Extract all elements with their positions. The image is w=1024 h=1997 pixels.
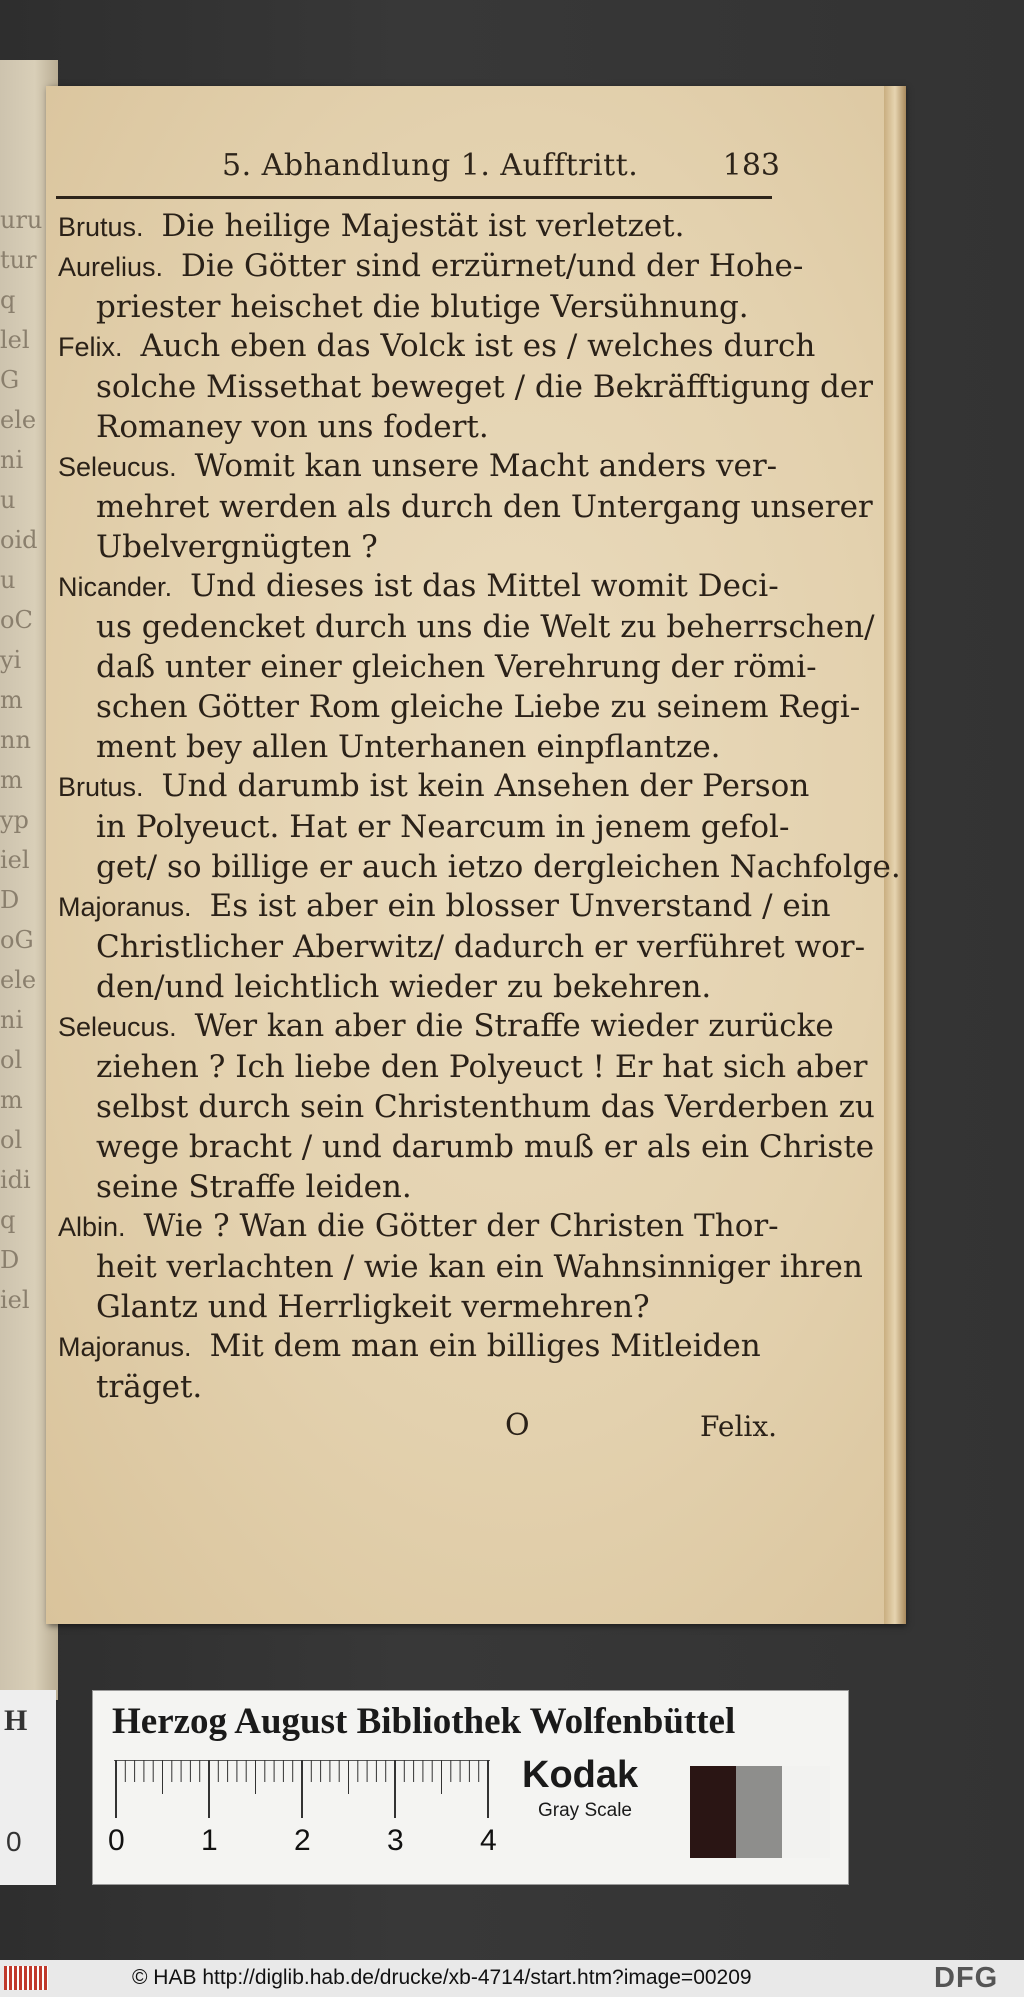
speaker-name: Majoranus.: [58, 1332, 192, 1362]
page-header: [170, 148, 780, 188]
text-line: [58, 326, 816, 367]
text-line: [58, 1006, 834, 1047]
swatch-dark: [690, 1766, 736, 1858]
fragment-text: iel: [0, 846, 30, 874]
speech-block: [58, 886, 866, 1007]
ruler-digit: 1: [201, 1824, 218, 1857]
text-line: [58, 206, 798, 247]
fragment-text: ni: [0, 446, 24, 474]
text-line: [58, 687, 861, 727]
line-text: get/ so billige er auch ietzo dergleichen Nachfolge.: [96, 849, 901, 885]
line-text: Es ist aber ein blosser Unverstand / ein: [209, 888, 831, 924]
fragment-text: uru: [0, 206, 43, 234]
source-link[interactable]: © HAB http://diglib.hab.de/drucke/xb-4714/start.htm?image=00209: [132, 1966, 752, 1989]
speech-block: [58, 246, 804, 327]
text-line: [58, 527, 798, 567]
line-text: Womit kan unsere Macht anders ver-: [194, 448, 778, 484]
ruler-digit: 3: [387, 1824, 404, 1857]
text-line: [58, 886, 831, 927]
running-title: 5. Abhandlung 1. Aufftritt.: [222, 148, 639, 183]
line-text: schen Götter Rom gleiche Liebe zu seinem Regi-: [96, 689, 861, 725]
line-text: priester heischet die blutige Versühnung.: [96, 289, 749, 325]
fragment-text: oG: [0, 926, 34, 954]
text-line: [58, 566, 798, 607]
ruler-digit: 4: [480, 1824, 497, 1857]
kodak-logo: Kodak: [522, 1754, 639, 1796]
line-text: träget.: [96, 1369, 203, 1405]
header-rule: [56, 196, 772, 199]
speaker-name: Felix.: [58, 332, 123, 362]
line-text: heit verlachten / wie kan ein Wahnsinniger ihren: [96, 1249, 863, 1285]
speaker-name: Aurelius.: [58, 252, 164, 282]
line-text: Ubelvergnügten ?: [96, 529, 378, 565]
text-line: [58, 1326, 798, 1367]
neighbor-card-letter: H: [4, 1704, 28, 1737]
speech-block: [58, 566, 875, 767]
line-text: wege bracht / und darumb muß er als ein Christe: [96, 1129, 875, 1165]
speech-block: [58, 1326, 798, 1407]
text-line: [58, 407, 798, 447]
line-text: ment bey allen Unterhanen einpflantze.: [96, 729, 721, 765]
text-line: [58, 1367, 798, 1407]
swatch-mid: [736, 1766, 782, 1858]
page-number: 183: [722, 148, 780, 183]
speech-block: [58, 1206, 863, 1327]
fragment-text: q: [0, 286, 16, 314]
speaker-name: Seleucus.: [58, 452, 177, 482]
speech-block: [58, 766, 901, 887]
fragment-text: u: [0, 486, 16, 514]
line-text: solche Missethat beweget / die Bekräfftigung der: [96, 369, 873, 405]
text-line: [58, 647, 817, 687]
neighbor-card-digit: 0: [6, 1826, 22, 1857]
fragment-text: q: [0, 1206, 16, 1234]
hab-logo-icon: [4, 1966, 48, 1990]
speech-block: [58, 446, 873, 567]
line-text: Wie ? Wan die Götter der Christen Thor-: [143, 1208, 779, 1244]
fragment-text: ni: [0, 1006, 24, 1034]
line-text: us gedencket durch uns die Welt zu beherrschen/: [96, 609, 875, 645]
line-text: Glantz und Herrligkeit vermehren?: [96, 1289, 650, 1325]
text-line: [58, 1127, 875, 1167]
fragment-text: ele: [0, 966, 37, 994]
line-text: Die heilige Majestät ist verletzet.: [161, 208, 685, 244]
line-text: in Polyeuct. Hat er Nearcum in jenem gefol-: [96, 809, 790, 845]
text-line: [58, 1287, 798, 1327]
line-text: Mit dem man ein billiges Mitleiden: [209, 1328, 761, 1364]
text-line: [58, 367, 873, 407]
fragment-text: ol: [0, 1046, 23, 1074]
fragment-text: idi: [0, 1166, 31, 1194]
line-text: den/und leichtlich wieder zu bekehren.: [96, 969, 712, 1005]
speaker-name: Brutus.: [58, 212, 144, 242]
text-line: [58, 446, 798, 487]
text-line: [58, 1247, 863, 1287]
fragment-text: oid: [0, 526, 38, 554]
fragment-text: G: [0, 366, 20, 394]
fragment-text: m: [0, 766, 23, 794]
text-line: [58, 487, 873, 527]
speaker-name: Seleucus.: [58, 1012, 177, 1042]
text-line: [58, 727, 798, 767]
fragment-text: iel: [0, 1286, 30, 1314]
fragment-text: oC: [0, 606, 33, 634]
speech-block: [58, 1006, 875, 1207]
text-line: [58, 967, 798, 1007]
text-line: [58, 766, 810, 807]
ruler-digit: 0: [108, 1824, 125, 1857]
fragment-text: D: [0, 1246, 20, 1274]
line-text: seine Straffe leiden.: [96, 1169, 412, 1205]
line-text: Romaney von uns fodert.: [96, 409, 489, 445]
scale-ruler: [114, 1760, 490, 1820]
speaker-name: Majoranus.: [58, 892, 192, 922]
speech-block: [58, 206, 798, 247]
gray-scale-label: Gray Scale: [538, 1800, 632, 1821]
fragment-text: ol: [0, 1126, 23, 1154]
text-line: [58, 847, 901, 887]
line-text: selbst durch sein Christenthum das Verderben zu: [96, 1089, 875, 1125]
fragment-text: yi: [0, 646, 22, 674]
text-line: [58, 807, 798, 847]
fragment-text: u: [0, 566, 16, 594]
text-line: [58, 1167, 798, 1207]
speech-block: [58, 326, 873, 447]
library-name: Herzog August Bibliothek Wolfenbüttel: [112, 1701, 736, 1742]
line-text: Und darumb ist kein Ansehen der Person: [161, 768, 810, 804]
swatch-light: [782, 1766, 830, 1858]
fragment-text: m: [0, 1086, 23, 1114]
text-line: [58, 287, 798, 327]
fragment-text: ele: [0, 406, 37, 434]
signature-mark: O: [505, 1408, 530, 1443]
text-line: [58, 1087, 875, 1127]
text-line: [58, 246, 804, 287]
line-text: mehret werden als durch den Untergang unserer: [96, 489, 873, 525]
line-text: Wer kan aber die Straffe wieder zurücke: [194, 1008, 834, 1044]
fragment-text: m: [0, 686, 23, 714]
line-text: Christlicher Aberwitz/ dadurch er verführet wor-: [96, 929, 866, 965]
dfg-logo: DFG: [934, 1962, 999, 1994]
line-text: Die Götter sind erzürnet/und der Hohe-: [181, 248, 804, 284]
speaker-name: Brutus.: [58, 772, 144, 802]
fragment-text: lel: [0, 326, 30, 354]
fragment-text: yp: [0, 806, 29, 834]
text-line: [58, 927, 866, 967]
line-text: ziehen ? Ich liebe den Polyeuct ! Er hat sich aber: [96, 1049, 868, 1085]
line-text: Auch eben das Volck ist es / welches durch: [140, 328, 816, 364]
fragment-text: tur: [0, 246, 37, 274]
speaker-name: Nicander.: [58, 572, 173, 602]
text-line: [58, 607, 875, 647]
fragment-text: D: [0, 886, 20, 914]
line-text: daß unter einer gleichen Verehrung der römi-: [96, 649, 817, 685]
text-line: [58, 1047, 868, 1087]
text-line: [58, 1206, 798, 1247]
ruler-digit: 2: [294, 1824, 311, 1857]
catchword: Felix.: [700, 1410, 778, 1443]
fragment-text: nn: [0, 726, 31, 754]
ruler-digits: [108, 1824, 508, 1864]
line-text: Und dieses ist das Mittel womit Deci-: [190, 568, 779, 604]
speaker-name: Albin.: [58, 1212, 126, 1242]
